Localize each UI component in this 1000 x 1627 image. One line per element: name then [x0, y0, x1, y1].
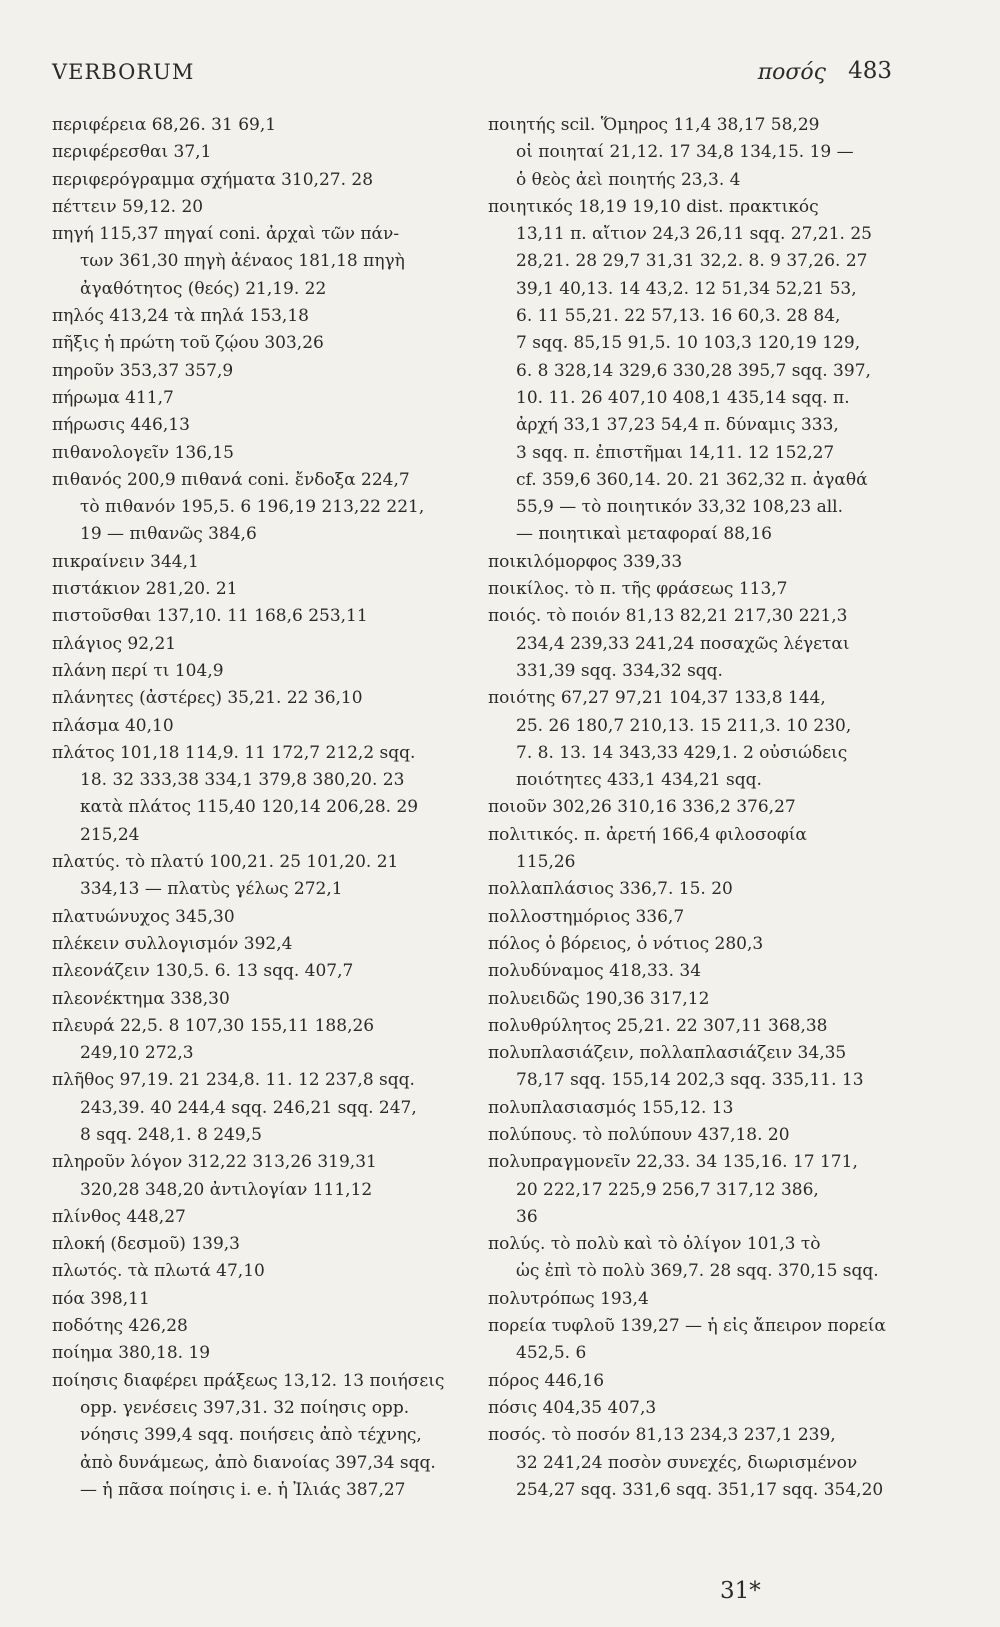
index-entry-continuation: τὸ πιθανόν 195,5. 6 196,19 213,22 221, — [80, 497, 425, 518]
index-entry: πολυδύναμος 418,33. 34 — [488, 961, 702, 982]
index-entry: πολυθρύλητος 25,21. 22 307,11 368,38 — [488, 1015, 828, 1036]
index-entry-continuation: — ποιητικαὶ μεταφοραί 88,16 — [516, 524, 772, 545]
index-entry-continuation: 6. 8 328,14 329,6 330,28 395,7 sqq. 397, — [516, 360, 871, 381]
index-entry: ποιότης 67,27 97,21 104,37 133,8 144, — [488, 688, 826, 709]
index-entry: πηγή 115,37 πηγαί coni. ἀρχαὶ τῶν πάν- — [52, 224, 400, 245]
index-column-left — [52, 112, 482, 1504]
index-entry: ποιοῦν 302,26 310,16 336,2 376,27 — [488, 797, 796, 818]
index-entry-continuation: ὡς ἐπὶ τὸ πολὺ 369,7. 28 sqq. 370,15 sqq. — [516, 1261, 879, 1282]
signature-mark: 31* — [720, 1578, 761, 1604]
index-entry-continuation: 39,1 40,13. 14 43,2. 12 51,34 52,21 53, — [516, 278, 857, 299]
index-entry-continuation: opp. γενέσεις 397,31. 32 ποίησις opp. — [80, 1397, 410, 1418]
index-entry-continuation: 115,26 — [516, 852, 576, 873]
index-entry: πλῆθος 97,19. 21 234,8. 11. 12 237,8 sqq. — [52, 1070, 415, 1091]
index-entry-continuation: 215,24 — [80, 824, 140, 845]
index-entry: πλοκή (δεσμοῦ) 139,3 — [52, 1234, 240, 1255]
index-entry: πολυπραγμονεῖν 22,33. 34 135,16. 17 171, — [488, 1152, 858, 1173]
index-entry: πλάτος 101,18 114,9. 11 172,7 212,2 sqq. — [52, 742, 416, 763]
index-entry: πλάσμα 40,10 — [52, 715, 174, 736]
page-number: 483 — [848, 58, 892, 84]
index-entry-continuation: 19 — πιθανῶς 384,6 — [80, 524, 257, 545]
index-entry: πολυειδῶς 190,36 317,12 — [488, 988, 710, 1009]
index-entry: πλάγιος 92,21 — [52, 633, 177, 654]
index-entry-continuation: 452,5. 6 — [516, 1343, 587, 1364]
index-entry: πῆξις ἡ πρώτη τοῦ ζῴου 303,26 — [52, 333, 324, 354]
index-entry-continuation: 28,21. 28 29,7 31,31 32,2. 8. 9 37,26. 27 — [516, 251, 868, 272]
index-entry: πόρος 446,16 — [488, 1370, 605, 1391]
index-entry-continuation: 8 sqq. 248,1. 8 249,5 — [80, 1124, 262, 1145]
index-entry: πλάνη περί τι 104,9 — [52, 660, 224, 681]
index-entry-continuation: 7 sqq. 85,15 91,5. 10 103,3 120,19 129, — [516, 333, 861, 354]
index-entry-continuation: 20 222,17 225,9 256,7 317,12 386, — [516, 1179, 819, 1200]
index-entry: πλίνθος 448,27 — [52, 1206, 186, 1227]
index-entry: πόσις 404,35 407,3 — [488, 1397, 657, 1418]
index-entry: πέττειν 59,12. 20 — [52, 196, 204, 217]
index-entry-continuation: 78,17 sqq. 155,14 202,3 sqq. 335,11. 13 — [516, 1070, 864, 1091]
index-entry-continuation: 36 — [516, 1206, 538, 1227]
index-entry: πολλοστημόριος 336,7 — [488, 906, 685, 927]
index-entry-continuation: κατὰ πλάτος 115,40 120,14 206,28. 29 — [80, 797, 419, 818]
index-entry-continuation: ἀπὸ δυνάμεως, ἀπὸ διανοίας 397,34 sqq. — [80, 1452, 436, 1473]
index-entry: πηροῦν 353,37 357,9 — [52, 360, 234, 381]
index-entry-continuation: 320,28 348,20 ἀντιλογίαν 111,12 — [80, 1179, 373, 1200]
index-entry: πόλος ὁ βόρειος, ὁ νότιος 280,3 — [488, 933, 764, 954]
index-entry: περιφερόγραμμα σχήματα 310,27. 28 — [52, 169, 374, 190]
index-entry-continuation: 55,9 — τὸ ποιητικόν 33,32 108,23 all. — [516, 497, 844, 518]
index-entry-continuation: ὁ θεὸς ἀεὶ ποιητής 23,3. 4 — [516, 169, 741, 190]
index-entry: πήρωμα 411,7 — [52, 387, 174, 408]
index-entry-continuation: 334,13 — πλατὺς γέλως 272,1 — [80, 879, 343, 900]
index-entry: πολυτρόπως 193,4 — [488, 1288, 649, 1309]
index-entry-continuation: — ἡ πᾶσα ποίησις i. e. ἡ Ἰλιάς 387,27 — [80, 1479, 406, 1500]
index-entry: πηλός 413,24 τὰ πηλά 153,18 — [52, 306, 309, 327]
index-entry-continuation: 7. 8. 13. 14 343,33 429,1. 2 οὐσιώδεις — [516, 742, 848, 763]
index-entry: ποίησις διαφέρει πράξεως 13,12. 13 ποιήσεις — [52, 1370, 445, 1391]
index-entry: περιφέρεια 68,26. 31 69,1 — [52, 115, 277, 135]
index-entry: πολιτικός. π. ἀρετή 166,4 φιλοσοφία — [488, 824, 807, 845]
running-head-title: VERBORUM — [52, 60, 195, 84]
index-entry-continuation: 10. 11. 26 407,10 408,1 435,14 sqq. π. — [516, 387, 850, 408]
index-entry-continuation: ποιότητες 433,1 434,21 sqq. — [516, 770, 762, 791]
index-entry-continuation: 234,4 239,33 241,24 ποσαχῶς λέγεται — [516, 633, 850, 654]
index-entry: πλατύς. τὸ πλατύ 100,21. 25 101,20. 21 — [52, 852, 399, 873]
index-entry-continuation: 32 241,24 ποσὸν συνεχές, διωρισμένον — [516, 1452, 858, 1473]
index-entry: πιθανολογεῖν 136,15 — [52, 442, 234, 463]
index-entry: ποσός. τὸ ποσόν 81,13 234,3 237,1 239, — [488, 1425, 836, 1446]
index-entry: πλέκειν συλλογισμόν 392,4 — [52, 933, 293, 954]
index-entry-continuation: 3 sqq. π. ἐπιστῆμαι 14,11. 12 152,27 — [516, 442, 835, 463]
index-entry: ποιητικός 18,19 19,10 dist. πρακτικός — [488, 196, 819, 217]
index-entry: πλάνητες (ἀστέρες) 35,21. 22 36,10 — [52, 688, 363, 709]
index-entry: πολύς. τὸ πολὺ καὶ τὸ ὀλίγον 101,3 τὸ — [488, 1234, 821, 1255]
index-entry-continuation: 13,11 π. αἴτιον 24,3 26,11 sqq. 27,21. 25 — [516, 224, 872, 245]
index-column-right — [488, 112, 908, 1504]
index-entry: πιστοῦσθαι 137,10. 11 168,6 253,11 — [52, 606, 368, 627]
index-entry: ποιητής scil. Ὅμηρος 11,4 38,17 58,29 — [488, 115, 820, 135]
index-entry: πλεονάζειν 130,5. 6. 13 sqq. 407,7 — [52, 961, 354, 982]
index-entry-continuation: 249,10 272,3 — [80, 1043, 194, 1064]
page-header — [52, 56, 892, 92]
index-entry: πολλαπλάσιος 336,7. 15. 20 — [488, 879, 733, 900]
index-entry: πλατυώνυχος 345,30 — [52, 906, 235, 927]
index-entry: πληροῦν λόγον 312,22 313,26 319,31 — [52, 1152, 377, 1173]
running-head-entry: ποσός — [757, 60, 826, 85]
index-entry: ποικίλος. τὸ π. τῆς φράσεως 113,7 — [488, 579, 788, 600]
index-entry-continuation: ἀρχή 33,1 37,23 54,4 π. δύναμις 333, — [516, 415, 839, 436]
index-entry-continuation: νόησις 399,4 sqq. ποιήσεις ἀπὸ τέχνης, — [80, 1425, 422, 1446]
index-entry-continuation: 254,27 sqq. 331,6 sqq. 351,17 sqq. 354,20 — [516, 1479, 884, 1500]
index-entry: πικραίνειν 344,1 — [52, 551, 199, 572]
index-entry-continuation: 331,39 sqq. 334,32 sqq. — [516, 660, 723, 681]
index-entry: περιφέρεσθαι 37,1 — [52, 142, 212, 163]
index-entry: ποικιλόμορφος 339,33 — [488, 551, 683, 572]
index-entry-continuation: 25. 26 180,7 210,13. 15 211,3. 10 230, — [516, 715, 852, 736]
index-entry-continuation: cf. 359,6 360,14. 20. 21 362,32 π. ἀγαθά — [516, 469, 868, 490]
index-entry: πορεία τυφλοῦ 139,27 — ἡ εἰς ἄπειρον πορεία — [488, 1316, 886, 1337]
index-entry-continuation: 6. 11 55,21. 22 57,13. 16 60,3. 28 84, — [516, 306, 841, 327]
index-entry: ποιός. τὸ ποιόν 81,13 82,21 217,30 221,3 — [488, 606, 848, 627]
index-entry: πήρωσις 446,13 — [52, 415, 190, 436]
index-entry: πόα 398,11 — [52, 1288, 150, 1309]
index-entry-continuation: των 361,30 πηγὴ ἀέναος 181,18 πηγὴ — [80, 251, 405, 272]
index-entry: πλωτός. τὰ πλωτά 47,10 — [52, 1261, 265, 1282]
index-entry: πιστάκιον 281,20. 21 — [52, 579, 238, 600]
index-entry: πλεονέκτημα 338,30 — [52, 988, 230, 1009]
index-entry: πολυπλασιάζειν, πολλαπλασιάζειν 34,35 — [488, 1043, 847, 1064]
index-entry: ποδότης 426,28 — [52, 1316, 188, 1337]
index-entry: πιθανός 200,9 πιθανά coni. ἔνδοξα 224,7 — [52, 469, 410, 490]
index-entry-continuation: οἱ ποιηταί 21,12. 17 34,8 134,15. 19 — — [516, 142, 854, 163]
index-entry-continuation: 18. 32 333,38 334,1 379,8 380,20. 23 — [80, 770, 405, 791]
index-entry: πλευρά 22,5. 8 107,30 155,11 188,26 — [52, 1015, 375, 1036]
index-entry-continuation: 243,39. 40 244,4 sqq. 246,21 sqq. 247, — [80, 1097, 417, 1118]
index-entry: ποίημα 380,18. 19 — [52, 1343, 211, 1364]
index-entry: πολυπλασιασμός 155,12. 13 — [488, 1097, 734, 1118]
index-entry-continuation: ἀγαθότητος (θεός) 21,19. 22 — [80, 278, 327, 299]
index-entry: πολύπους. τὸ πολύπουν 437,18. 20 — [488, 1124, 790, 1145]
